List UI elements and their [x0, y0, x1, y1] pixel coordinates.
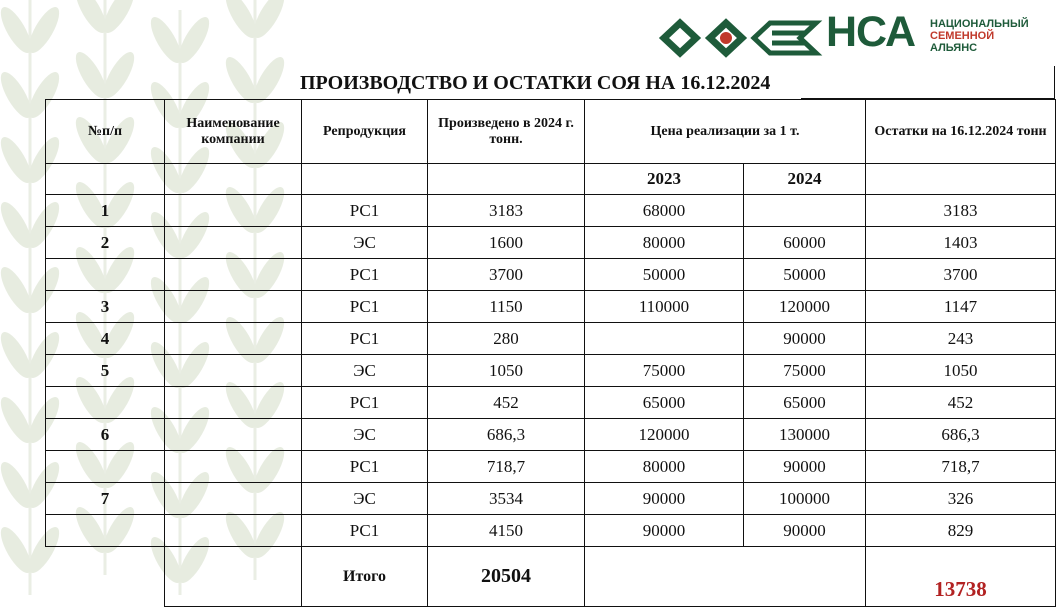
- row-reproduction: ЭС: [302, 483, 428, 515]
- row-company: [165, 483, 302, 515]
- header-num: №п/п: [46, 100, 165, 164]
- row-produced: 3700: [428, 259, 585, 291]
- row-remains: 3700: [866, 259, 1056, 291]
- logo-emblem-icon: [658, 18, 823, 58]
- row-produced: 1600: [428, 227, 585, 259]
- row-remains: 243: [866, 323, 1056, 355]
- logo-abbreviation: НСА: [826, 8, 916, 56]
- production-table: [45, 99, 1056, 607]
- row-remains: 1403: [866, 227, 1056, 259]
- table-total-row: [46, 547, 1056, 607]
- table-row: [46, 515, 1056, 547]
- table-row: [46, 387, 1056, 419]
- row-remains: 3183: [866, 195, 1056, 227]
- row-num: [46, 515, 165, 547]
- row-price-2023: 80000: [585, 451, 744, 483]
- logo-line-1: НАЦИОНАЛЬНЫЙ: [930, 18, 1029, 30]
- table-row: [46, 355, 1056, 387]
- header-price: Цена реализации за 1 т.: [585, 100, 866, 164]
- total-remains: 13738: [866, 547, 1056, 607]
- row-remains: 829: [866, 515, 1056, 547]
- table-row: [46, 291, 1056, 323]
- row-company: [165, 195, 302, 227]
- row-company: [165, 515, 302, 547]
- row-produced: 3183: [428, 195, 585, 227]
- row-remains: 1050: [866, 355, 1056, 387]
- row-produced: 686,3: [428, 419, 585, 451]
- row-company: [165, 227, 302, 259]
- row-produced: 1150: [428, 291, 585, 323]
- row-price-2024: 130000: [744, 419, 866, 451]
- row-produced: 718,7: [428, 451, 585, 483]
- row-reproduction: РС1: [302, 451, 428, 483]
- row-price-2023: 110000: [585, 291, 744, 323]
- row-reproduction: РС1: [302, 515, 428, 547]
- row-num: [46, 387, 165, 419]
- total-label: Итого: [302, 547, 428, 607]
- row-price-2024: 100000: [744, 483, 866, 515]
- row-company: [165, 387, 302, 419]
- row-remains: 686,3: [866, 419, 1056, 451]
- row-produced: 452: [428, 387, 585, 419]
- table-row: [46, 419, 1056, 451]
- header-year-2023: 2023: [585, 164, 744, 195]
- row-reproduction: РС1: [302, 291, 428, 323]
- row-reproduction: ЭС: [302, 227, 428, 259]
- logo-line-3: АЛЬЯНС: [930, 42, 978, 54]
- table-row: [46, 451, 1056, 483]
- row-num: 3: [46, 291, 165, 323]
- row-remains: 718,7: [866, 451, 1056, 483]
- row-num: [46, 259, 165, 291]
- row-price-2023: 65000: [585, 387, 744, 419]
- row-price-2023: [585, 323, 744, 355]
- row-produced: 4150: [428, 515, 585, 547]
- row-remains: 452: [866, 387, 1056, 419]
- row-price-2023: 68000: [585, 195, 744, 227]
- row-price-2024: 75000: [744, 355, 866, 387]
- row-produced: 3534: [428, 483, 585, 515]
- row-num: [46, 451, 165, 483]
- table-row: [46, 483, 1056, 515]
- row-company: [165, 355, 302, 387]
- title-rule-vertical: [1054, 66, 1055, 99]
- total-produced: 20504: [428, 547, 585, 607]
- row-price-2023: 90000: [585, 515, 744, 547]
- row-num: 5: [46, 355, 165, 387]
- row-reproduction: ЭС: [302, 419, 428, 451]
- header-year-2024: 2024: [744, 164, 866, 195]
- nsa-logo: [658, 8, 1048, 60]
- row-produced: 1050: [428, 355, 585, 387]
- row-price-2023: 80000: [585, 227, 744, 259]
- row-price-2024: 65000: [744, 387, 866, 419]
- row-reproduction: РС1: [302, 387, 428, 419]
- row-price-2024: 90000: [744, 323, 866, 355]
- table-years-row: [46, 164, 1056, 195]
- row-price-2023: 75000: [585, 355, 744, 387]
- row-company: [165, 259, 302, 291]
- table-row: [46, 227, 1056, 259]
- row-price-2024: 90000: [744, 515, 866, 547]
- row-company: [165, 451, 302, 483]
- header-company: Наименование компании: [165, 100, 302, 164]
- row-reproduction: ЭС: [302, 355, 428, 387]
- row-company: [165, 419, 302, 451]
- row-num: 7: [46, 483, 165, 515]
- logo-line-2: СЕМЕННОЙ: [930, 30, 995, 42]
- row-price-2024: 120000: [744, 291, 866, 323]
- row-price-2023: 50000: [585, 259, 744, 291]
- row-company: [165, 291, 302, 323]
- header-reproduction: Репродукция: [302, 100, 428, 164]
- row-price-2024: 50000: [744, 259, 866, 291]
- row-reproduction: РС1: [302, 323, 428, 355]
- table-header-row: [46, 100, 1056, 164]
- row-reproduction: РС1: [302, 195, 428, 227]
- row-reproduction: РС1: [302, 259, 428, 291]
- table-row: [46, 195, 1056, 227]
- row-remains: 1147: [866, 291, 1056, 323]
- row-num: 6: [46, 419, 165, 451]
- row-price-2024: [744, 195, 866, 227]
- row-price-2024: 60000: [744, 227, 866, 259]
- table-row: [46, 323, 1056, 355]
- row-produced: 280: [428, 323, 585, 355]
- row-price-2023: 90000: [585, 483, 744, 515]
- row-price-2023: 120000: [585, 419, 744, 451]
- row-num: 2: [46, 227, 165, 259]
- row-num: 4: [46, 323, 165, 355]
- row-company: [165, 323, 302, 355]
- page-title: ПРОИЗВОДСТВО И ОСТАТКИ СОЯ НА 16.12.2024: [300, 72, 771, 94]
- logo-wordmark: [930, 18, 1029, 54]
- table-row: [46, 259, 1056, 291]
- header-remains: Остатки на 16.12.2024 тонн: [866, 100, 1056, 164]
- header-produced: Произведено в 2024 г. тонн.: [428, 100, 585, 164]
- row-num: 1: [46, 195, 165, 227]
- row-remains: 326: [866, 483, 1056, 515]
- row-price-2024: 90000: [744, 451, 866, 483]
